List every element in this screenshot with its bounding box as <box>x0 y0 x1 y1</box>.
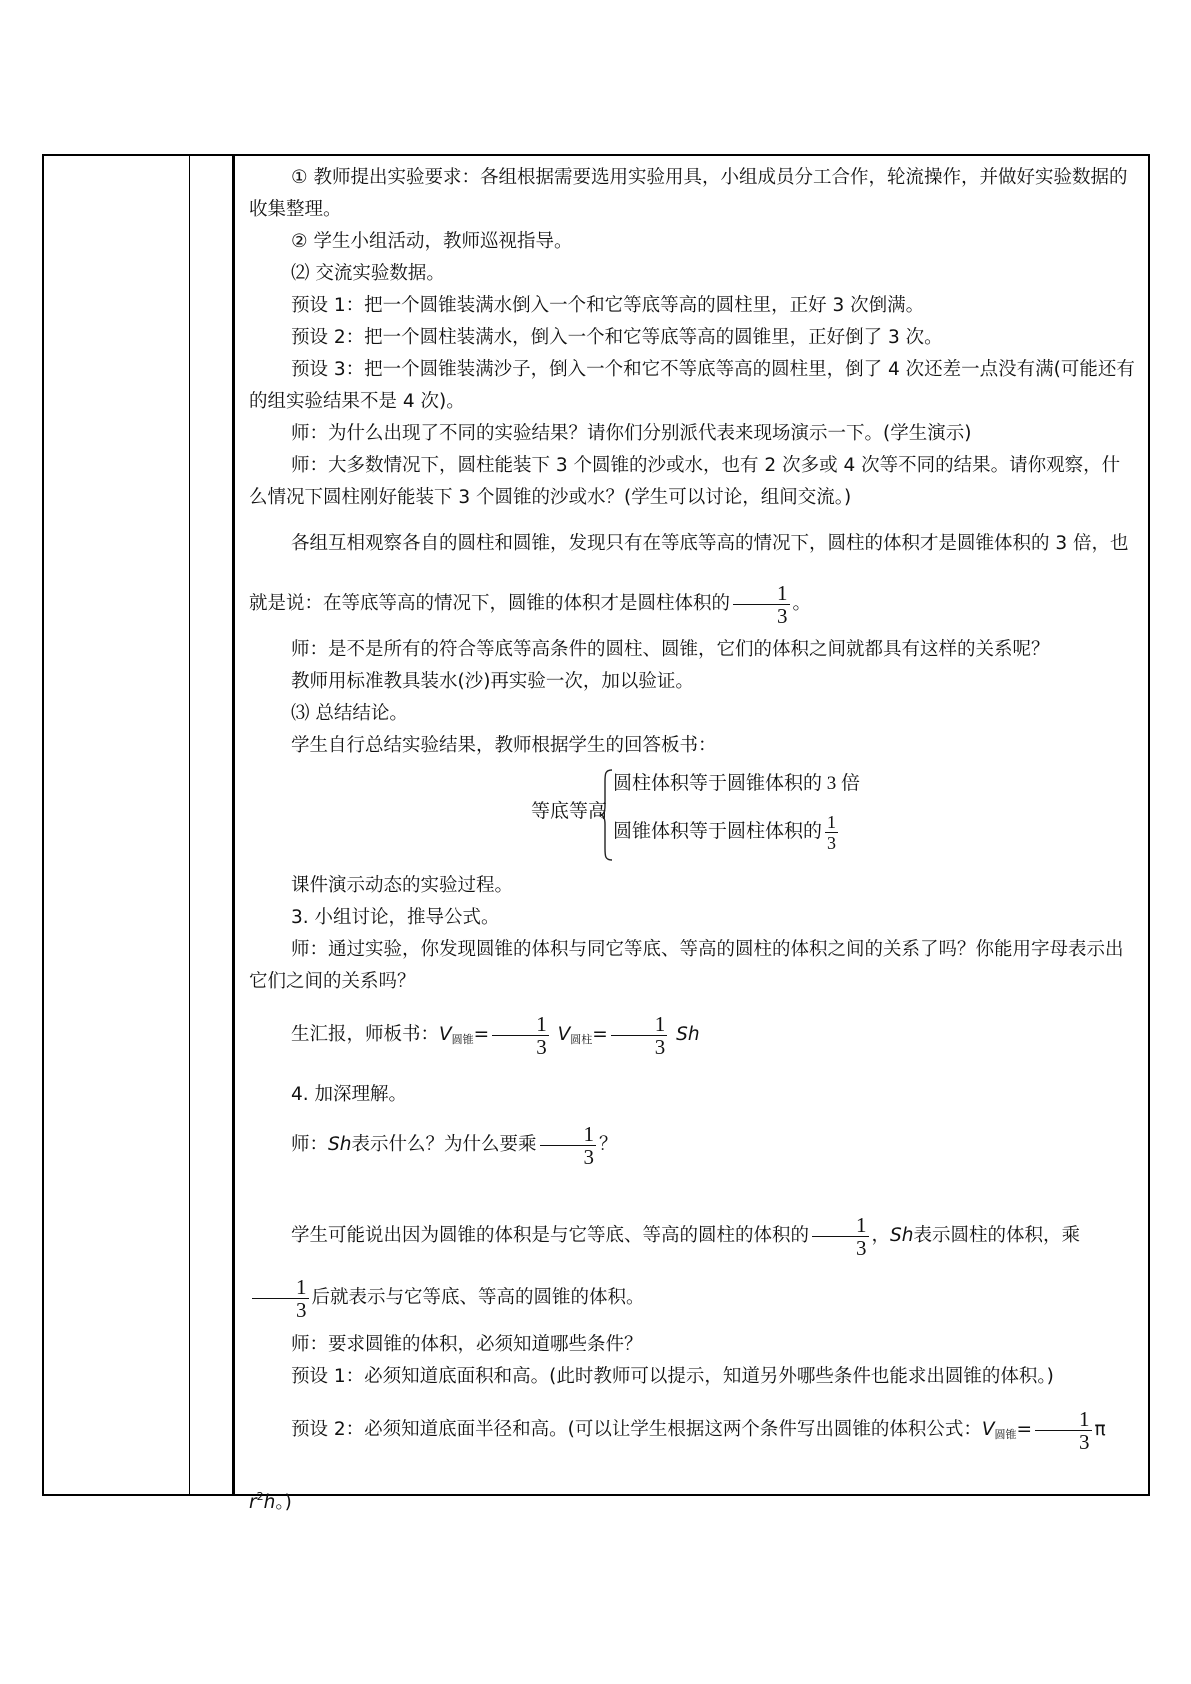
fraction-one-third: $\frac{1}{3}$ <box>827 812 837 853</box>
board-label: 等底等高 <box>531 801 608 822</box>
paragraph: 教师用标准教具装水(沙)再实验一次，加以验证。 <box>291 671 694 692</box>
paragraph: 4. 加深理解。 <box>291 1084 408 1105</box>
board-line-1: 圆柱体积等于圆锥体积的 3 倍 <box>613 773 861 794</box>
fraction-one-third: $\frac{1}{3}$ <box>733 582 790 627</box>
paragraph: 师：Sh表示什么？为什么要乘 $\frac{1}{3}$ ？ <box>291 1121 618 1169</box>
board-line-2: 圆锥体积等于圆柱体积的 $\frac{1}{3}$ <box>613 812 837 853</box>
lesson-content <box>235 156 1148 1513</box>
paragraph: 师：为什么出现了不同的实验结果？请你们分别派代表来现场演示一下。(学生演示) <box>291 423 972 444</box>
paragraph: 3. 小组讨论，推导公式。 <box>291 907 500 928</box>
paragraph: 师：大多数情况下，圆柱能装下 3 个圆锥的沙或水，也有 2 次多或 4 次等不同的结果。请你观察，什么情况下圆柱刚好能装下 3 个圆锥的沙或水？(学生可以讨论，组间交流。) <box>249 455 1121 508</box>
table-column-middle <box>189 156 235 1494</box>
paragraph: 学生可能说出因为圆锥的体积是与它等底、等高的圆柱的体积的 $\frac{1}{3}$ ，Sh表示圆柱的体积，乘 $\frac{1}{3}$ 后就表示与它等底、等高的圆锥的体积。 <box>249 1205 1136 1329</box>
formula-paragraph: 生汇报，师板书：$V_{圆锥}=$ $\frac{1}{3}$ $V_{圆柱}=$ $\frac{1}{3}$ Sh <box>291 1011 700 1059</box>
fraction-one-third: $\frac{1}{3}$ <box>540 1123 597 1168</box>
paragraph: 各组互相观察各自的圆柱和圆锥，发现只有在等底等高的情况下，圆柱的体积才是圆锥体积的 3 倍，也就是说：在等底等高的情况下，圆锥的体积才是圆柱体积的 $\frac{1}{3}$ 。 <box>249 533 1129 628</box>
brace-icon <box>599 768 613 862</box>
fraction-one-third: $\frac{1}{3}$ <box>812 1214 869 1259</box>
paragraph: 预设 2：把一个圆柱装满水，倒入一个和它等底等高的圆锥里，正好倒了 3 次。 <box>291 327 943 348</box>
paragraph: ② 学生小组活动，教师巡视指导。 <box>291 231 573 252</box>
fraction-one-third: $\frac{1}{3}$ <box>611 1013 668 1058</box>
fraction-one-third: $\frac{1}{3}$ <box>1035 1408 1092 1453</box>
fraction-one-third: $\frac{1}{3}$ <box>252 1276 309 1321</box>
paragraph: ① 教师提出实验要求：各组根据需要选用实验用具，小组成员分工合作，轮流操作，并做好实验数据的收集整理。 <box>249 167 1128 220</box>
table-column-left <box>44 156 190 1494</box>
paragraph: 预设 3：把一个圆锥装满沙子，倒入一个和它不等底等高的圆柱里，倒了 4 次还差一点没有满(可能还有的组实验结果不是 4 次)。 <box>249 359 1135 412</box>
paragraph: 师：要求圆锥的体积，必须知道哪些条件？ <box>291 1334 643 1355</box>
paragraph: 预设 2：必须知道底面半径和高。(可以让学生根据这两个条件写出圆锥的体积公式：$V_{圆锥}=$ $\frac{1}{3}$ π $r^2h$。) <box>249 1406 1106 1513</box>
paragraph: 师：通过实验，你发现圆锥的体积与同它等底、等高的圆柱的体积之间的关系了吗？你能用字母表示出它们之间的关系吗？ <box>249 939 1124 992</box>
paragraph: 师：是不是所有的符合等底等高条件的圆柱、圆锥，它们的体积之间就都具有这样的关系呢？ <box>291 639 1050 660</box>
lesson-table <box>42 154 1150 1513</box>
fraction-one-third: $\frac{1}{3}$ <box>492 1013 549 1058</box>
paragraph: 学生自行总结实验结果，教师根据学生的回答板书： <box>291 735 717 756</box>
blackboard-summary <box>249 768 1136 862</box>
paragraph: ⑵ 交流实验数据。 <box>291 263 445 284</box>
paragraph: 课件演示动态的实验过程。 <box>291 875 514 896</box>
paragraph: 预设 1：把一个圆锥装满水倒入一个和它等底等高的圆柱里，正好 3 次倒满。 <box>291 295 925 316</box>
paragraph: ⑶ 总结结论。 <box>291 703 408 724</box>
paragraph: 预设 1：必须知道底面积和高。(此时教师可以提示，知道另外哪些条件也能求出圆锥的体积。) <box>291 1366 1054 1387</box>
